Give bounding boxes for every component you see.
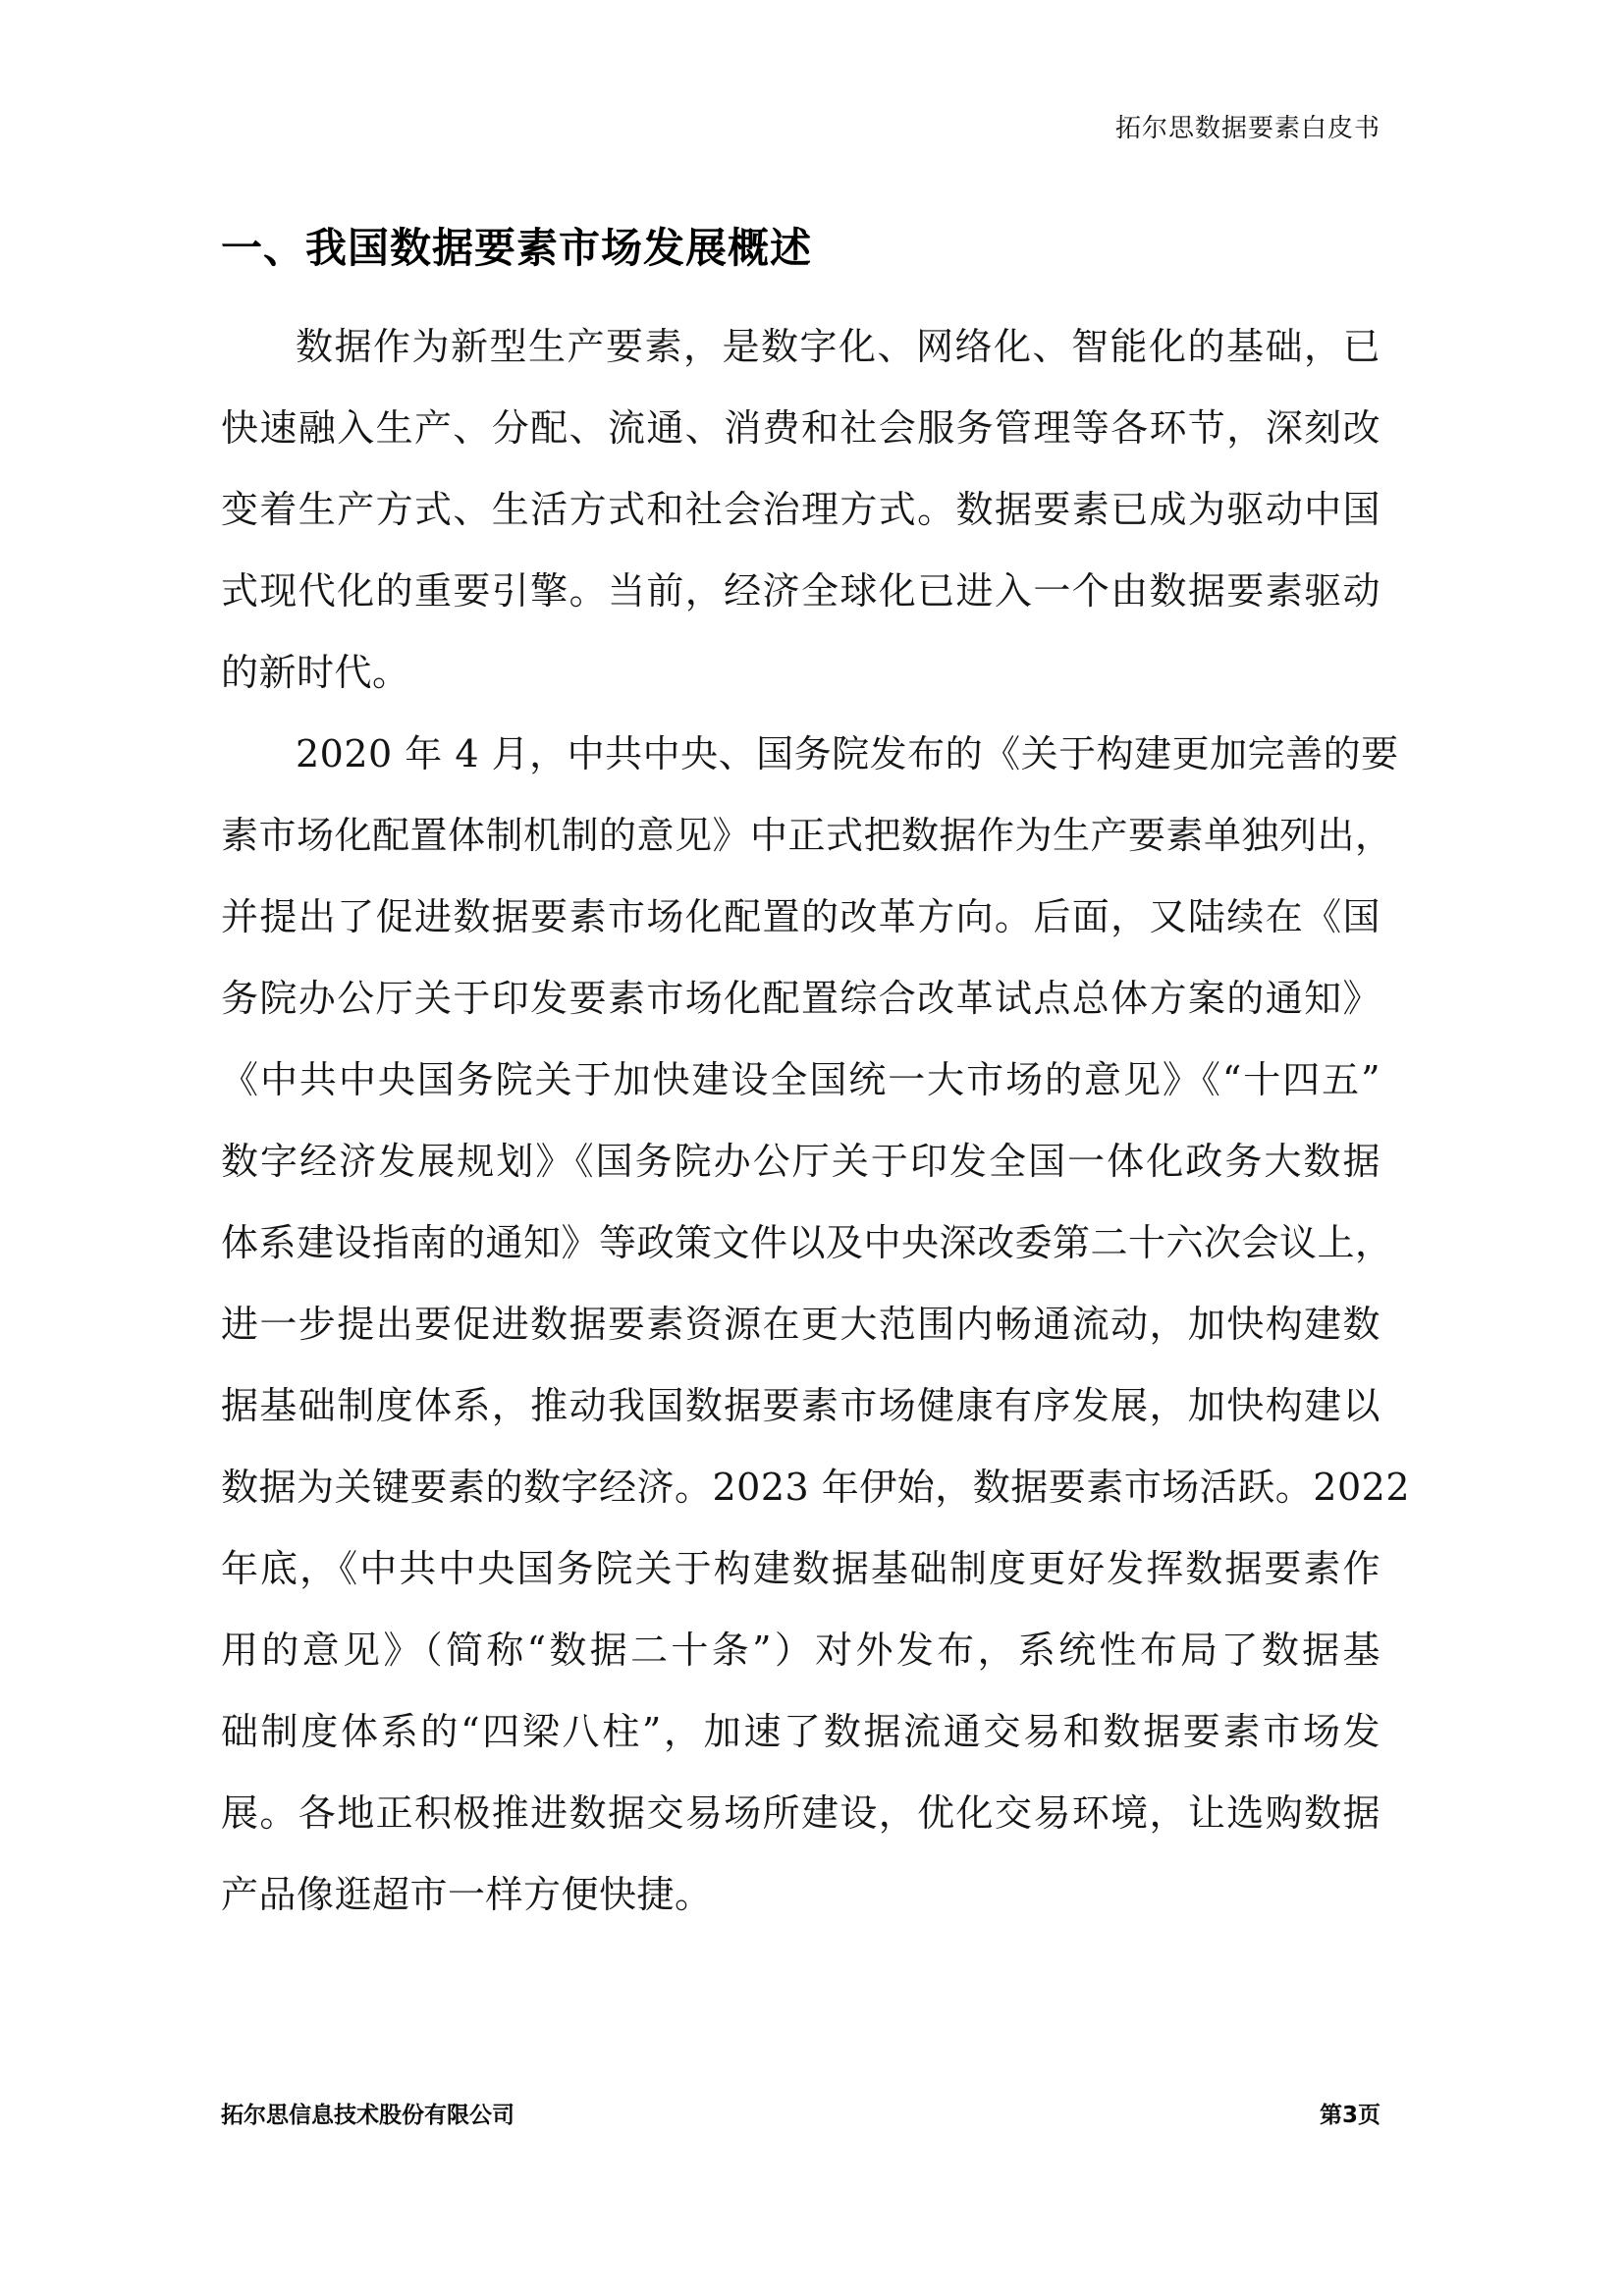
text-line: 数据作为新型生产要素，是数字化、网络化、智能化的基础，已 bbox=[296, 325, 1380, 369]
page-footer bbox=[221, 2099, 1380, 2132]
text-line: 素市场化配置体制机制的意见》中正式把数据作为生产要素单独列出， bbox=[221, 814, 1393, 858]
footer-company-name: 拓尔思信息技术股份有限公司 bbox=[221, 2103, 514, 2128]
text-line: 用的意见》（简称“数据二十条”）对外发布，系统性布局了数据基 bbox=[221, 1629, 1380, 1673]
footer-page-number: 第3页 bbox=[1319, 2103, 1380, 2128]
text-line: 据基础制度体系，推动我国数据要素市场健康有序发展，加快构建以 bbox=[221, 1384, 1380, 1428]
paragraph-1 bbox=[221, 306, 1380, 714]
text-line: 数据为关键要素的数字经济。2023 年伊始，数据要素市场活跃。2022 bbox=[221, 1466, 1410, 1510]
text-line: 《中共中央国务院关于加快建设全国统一大市场的意见》《“十四五” bbox=[221, 1058, 1380, 1102]
section-heading: 一、我国数据要素市场发展概述 bbox=[221, 224, 813, 272]
paragraph-2 bbox=[221, 714, 1410, 1936]
text-line: 进一步提出要促进数据要素资源在更大范围内畅通流动，加快构建数 bbox=[221, 1303, 1380, 1347]
page-header-title: 拓尔思数据要素白皮书 bbox=[1114, 114, 1380, 143]
text-line: 体系建设指南的通知》等政策文件以及中央深改委第二十六次会议上， bbox=[221, 1221, 1393, 1265]
text-line: 务院办公厅关于印发要素市场化配置综合改革试点总体方案的通知》 bbox=[221, 977, 1380, 1021]
text-line: 展。各地正积极推进数据交易场所建设，优化交易环境，让选购数据 bbox=[221, 1791, 1380, 1836]
text-line: 的新时代。 bbox=[221, 651, 410, 695]
text-line: 2020 年 4 月，中共中央、国务院发布的《关于构建更加完善的要 bbox=[296, 732, 1399, 776]
text-line: 变着生产方式、生活方式和社会治理方式。数据要素已成为驱动中国 bbox=[221, 488, 1380, 532]
text-line: 数字经济发展规划》《国务院办公厅关于印发全国一体化政务大数据 bbox=[221, 1140, 1380, 1184]
text-line: 式现代化的重要引擎。当前，经济全球化已进入一个由数据要素驱动 bbox=[221, 569, 1380, 614]
content-area bbox=[221, 0, 1410, 1936]
text-line: 并提出了促进数据要素市场化配置的改革方向。后面，又陆续在《国 bbox=[221, 895, 1380, 939]
text-line: 产品像逛超市一样方便快捷。 bbox=[221, 1873, 713, 1917]
text-line: 础制度体系的“四梁八柱”，加速了数据流通交易和数据要素市场发 bbox=[221, 1710, 1380, 1754]
text-line: 快速融入生产、分配、流通、消费和社会服务管理等各环节，深刻改 bbox=[221, 406, 1380, 451]
text-line: 年底，《中共中央国务院关于构建数据基础制度更好发挥数据要素作 bbox=[221, 1547, 1380, 1591]
body-text bbox=[221, 306, 1410, 1936]
